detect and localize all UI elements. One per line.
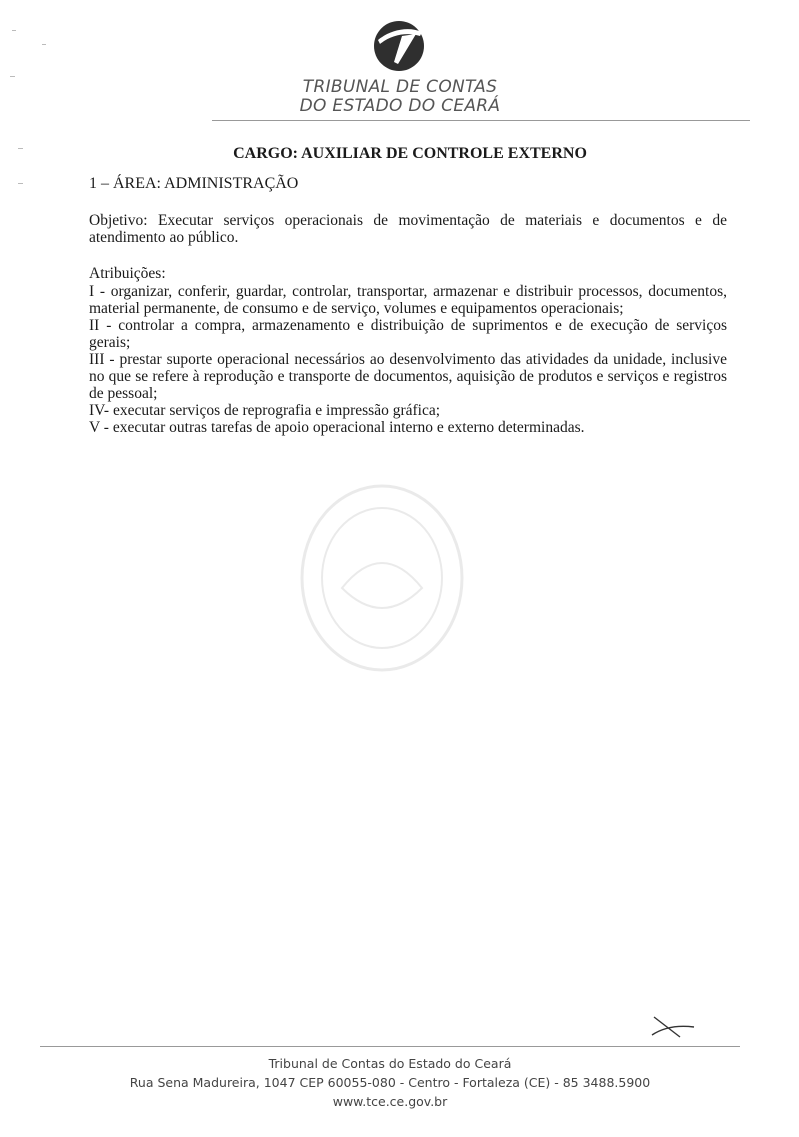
header-divider [212,120,750,121]
scan-mark [18,183,23,184]
watermark-seal-icon [292,478,472,678]
atribuicao-item: III - prestar suporte operacional necessários ao desenvolvimento das atividades da unidade, inclusive no que se refere à reprodução e transporte de documentos, aquisição de produtos e serviços e registros de pessoal; [89,351,727,402]
objetivo-paragraph: Objetivo: Executar serviços operacionais de movimentação de materiais e documentos e de atendimento ao público. [89,212,727,246]
tce-ceara-logo-icon [372,18,426,72]
atribuicao-item: II - controlar a compra, armazenamento e distribuição de suprimentos e de execução de serviços gerais; [89,317,727,351]
institution-name-line2: DO ESTADO DO CEARÁ [299,96,501,116]
scan-mark [18,148,23,149]
scan-mark [12,30,16,31]
scan-mark [10,76,15,77]
footer-divider [40,1046,740,1047]
atribuicao-item: IV- executar serviços de reprografia e impressão gráfica; [89,402,441,419]
atribuicao-item: V - executar outras tarefas de apoio operacional interno e externo determinadas. [89,419,585,436]
signature-mark [650,1013,696,1041]
footer-website-link[interactable]: www.tce.ce.gov.br [332,1094,448,1109]
footer-institution-name: Tribunal de Contas do Estado do Ceará [268,1056,512,1071]
institution-name-line1: TRIBUNAL DE CONTAS [302,77,498,97]
area-title: 1 – ÁREA: ADMINISTRAÇÃO [89,175,299,192]
atribuicao-item: I - organizar, conferir, guardar, controlar, transportar, armazenar e distribuir processos, documentos, material permanente, de consumo e de serviço, volumes e equipamentos operacionais; [89,283,727,317]
atribuicoes-list [89,283,727,436]
atribuicoes-label: Atribuições: [89,265,166,282]
scan-mark [42,44,46,45]
cargo-title: CARGO: AUXILIAR DE CONTROLE EXTERNO [233,145,587,162]
footer-address: Rua Sena Madureira, 1047 CEP 60055-080 - Centro - Fortaleza (CE) - 85 3488.5900 [129,1075,651,1090]
